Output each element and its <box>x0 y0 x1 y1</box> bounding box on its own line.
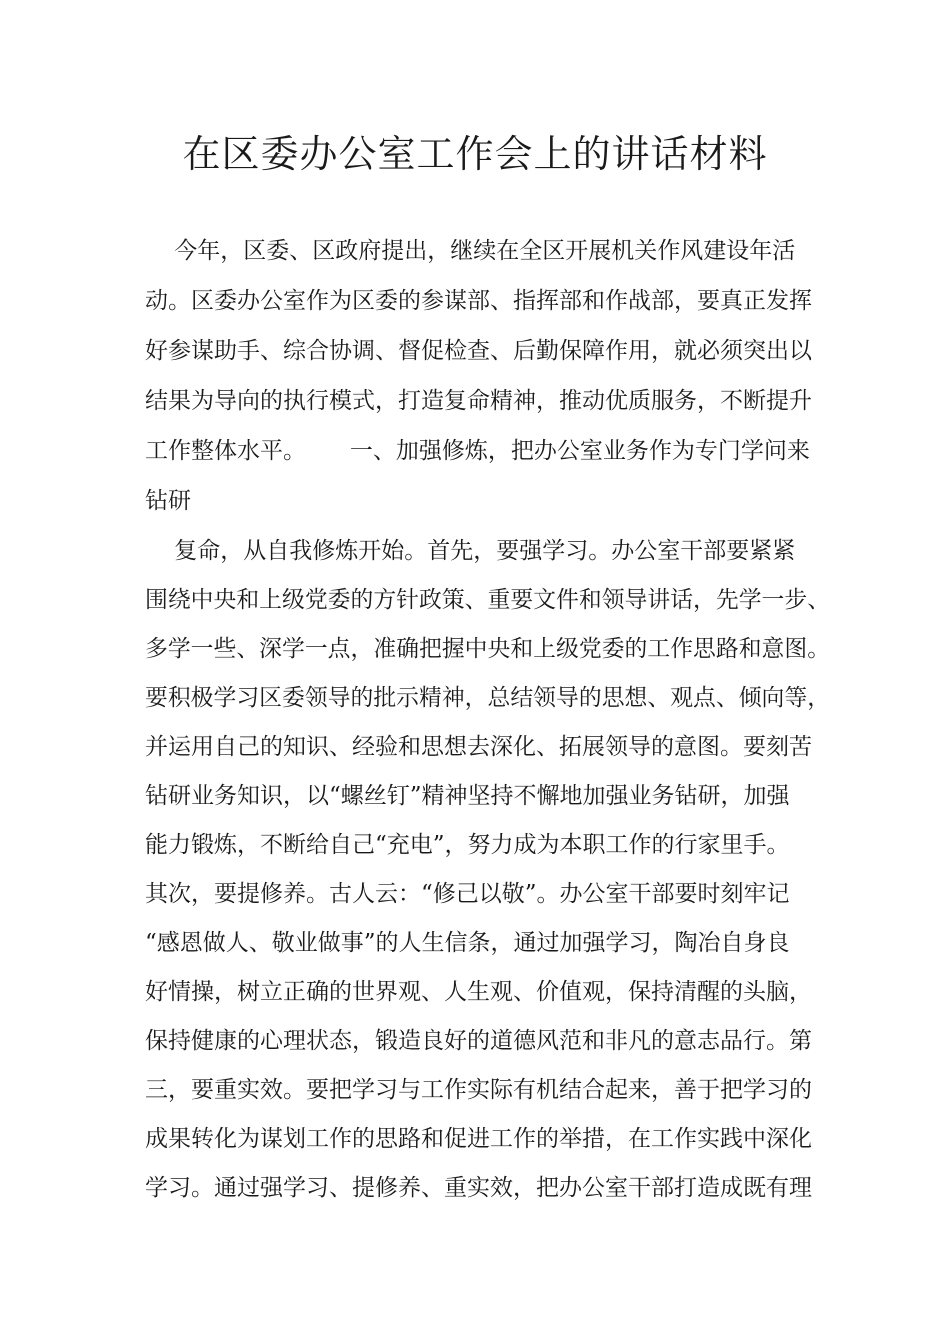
body-line: 今年，区委、区政府提出，继续在全区开展机关作风建设年活 <box>145 238 796 264</box>
body-line: 成果转化为谋划工作的思路和促进工作的举措，在工作实践中深化 <box>145 1126 812 1152</box>
body-line: 复命，从自我修炼开始。首先，要强学习。办公室干部要紧紧 <box>145 538 796 564</box>
body-line: 好参谋助手、综合协调、督促检查、后勤保障作用，就必须突出以 <box>145 338 812 364</box>
body-line: 能力锻炼，不断给自己“充电”，努力成为本职工作的行家里手。 <box>145 832 790 858</box>
body-line: 三，要重实效。要把学习与工作实际有机结合起来，善于把学习的 <box>145 1077 812 1103</box>
body-line: 围绕中央和上级党委的方针政策、重要文件和领导讲话，先学一步、 <box>145 587 831 613</box>
body-line: 保持健康的心理状态，锻造良好的道德风范和非凡的意志品行。第 <box>145 1028 812 1054</box>
body-line: 学习。通过强学习、提修养、重实效，把办公室干部打造成既有理 <box>145 1175 812 1201</box>
body-line: 结果为导向的执行模式，打造复命精神，推动优质服务，不断提升 <box>145 388 812 414</box>
body-line: 钻研业务知识，以“螺丝钉”精神坚持不懈地加强业务钻研，加强 <box>145 783 790 809</box>
body-line: 工作整体水平。 一、加强修炼，把办公室业务作为专门学问来 <box>145 438 810 464</box>
body-line: 多学一些、深学一点，准确把握中央和上级党委的工作思路和意图。 <box>145 636 831 662</box>
body-line: 动。区委办公室作为区委的参谋部、指挥部和作战部，要真正发挥 <box>145 288 812 314</box>
body-line: 好情操，树立正确的世界观、人生观、价值观，保持清醒的头脑， <box>145 979 812 1005</box>
body-line: 并运用自己的知识、经验和思想去深化、拓展领导的意图。要刻苦 <box>145 734 812 760</box>
body-line: 其次，要提修养。古人云：“修己以敬”。办公室干部要时刻牢记 <box>145 881 790 907</box>
document-title: 在区委办公室工作会上的讲话材料 <box>182 132 768 176</box>
body-line: “感恩做人、敬业做事”的人生信条，通过加强学习，陶冶自身良 <box>145 930 790 956</box>
body-line: 钻研 <box>145 488 191 514</box>
body-line: 要积极学习区委领导的批示精神，总结领导的思想、观点、倾向等， <box>145 685 831 711</box>
